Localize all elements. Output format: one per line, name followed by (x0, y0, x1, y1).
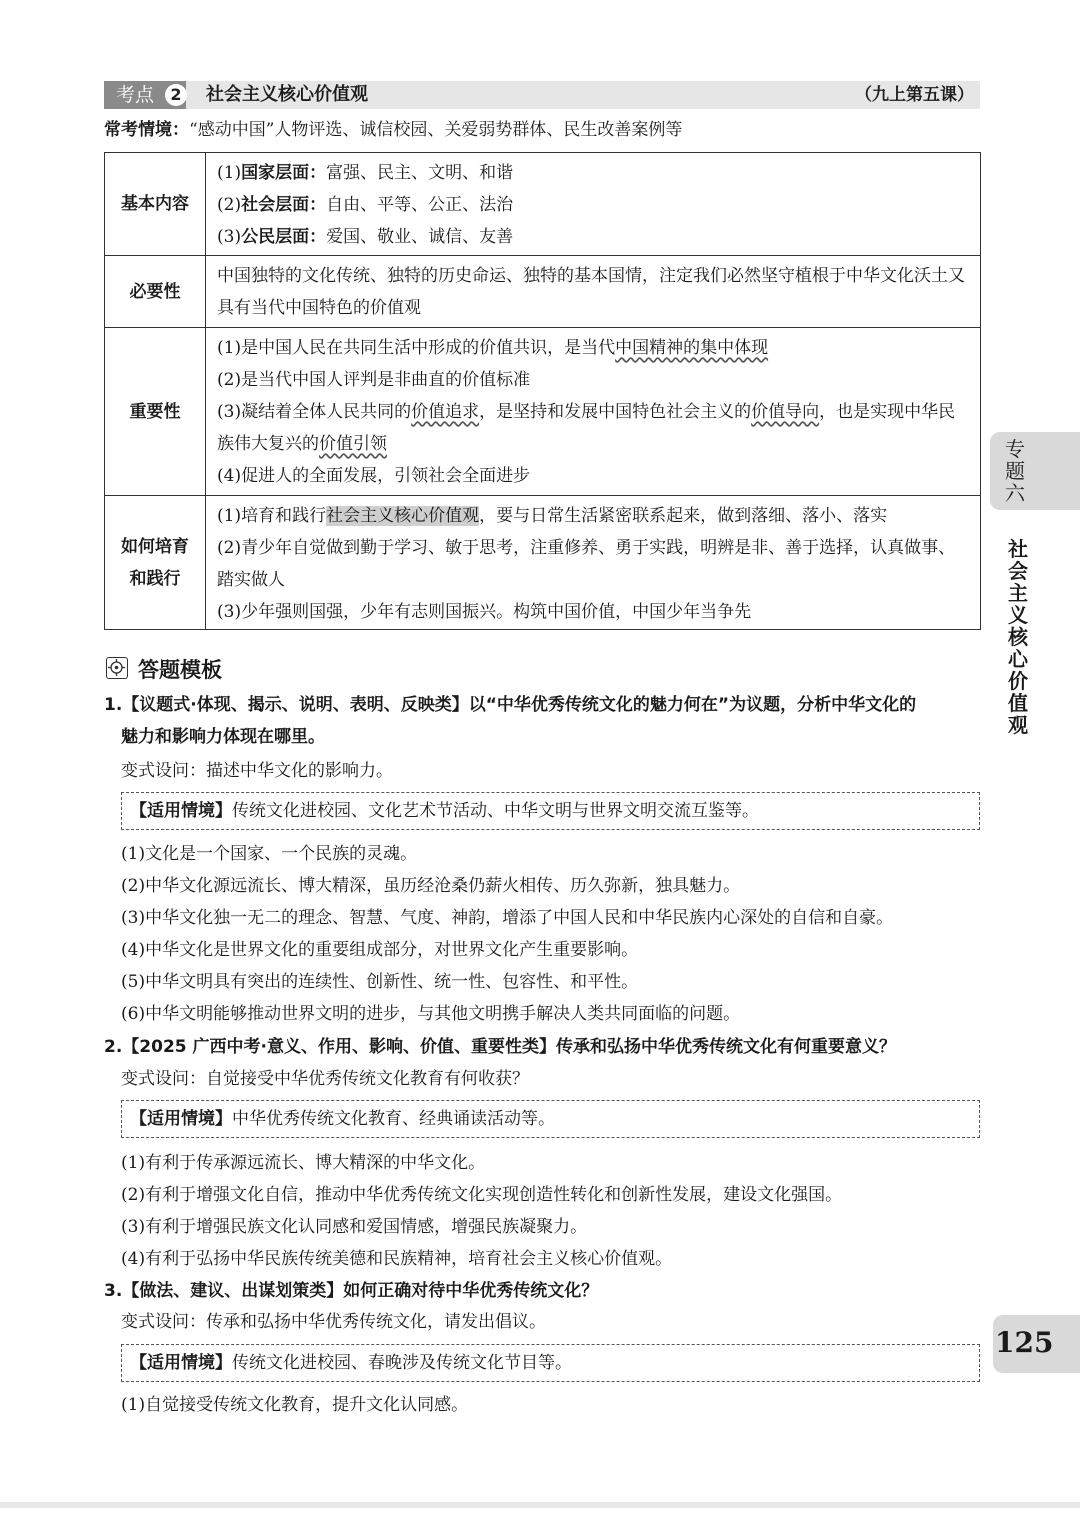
lesson-reference: （九上第五课） (855, 85, 974, 105)
item-label: 国家层面： (241, 163, 327, 183)
question-3-scenario-box (121, 1344, 980, 1382)
item-text: (1)培育和践行 (217, 506, 327, 526)
answer-item: (1)文化是一个国家、一个民族的灵魂。 (121, 844, 418, 864)
item-text: 自由、平等、公正、法治 (326, 195, 514, 215)
page-bottom-edge (0, 1502, 1080, 1508)
emphasis-text: 中国精神的集中体现 (615, 338, 769, 358)
question-1-scenario-box (121, 792, 980, 830)
item-number: (1) (217, 163, 242, 183)
topic-title: 社会主义核心价值观 (206, 84, 368, 105)
scenario-label: 【适用情境】 (130, 801, 232, 821)
row-content (217, 500, 972, 628)
answer-item: (5)中华文明具有突出的连续性、创新性、统一性、包容性、和平性。 (121, 972, 639, 992)
item-text: ，要与日常生活紧密联系起来，做到落细、落小、落实 (479, 506, 888, 526)
item-text: (2)青少年自觉做到勤于学习、敏于思考，注重修养、勇于实践，明辨是非、善于选择，认真做事、踏实做人 (217, 538, 956, 590)
item-number: (3) (217, 227, 242, 247)
row-content (217, 157, 972, 253)
row-header: 重要性 (105, 328, 206, 495)
question-1-variant: 变式设问：描述中华文化的影响力。 (121, 761, 393, 781)
answer-item: (1)有利于传承源远流长、博大精深的中华文化。 (121, 1153, 486, 1173)
item-text: (3)少年强则国强，少年有志则国振兴。构筑中国价值，中国少年当争先 (217, 602, 752, 622)
answer-item: (4)中华文化是世界文化的重要组成部分，对世界文化产生重要影响。 (121, 940, 639, 960)
question-3-variant: 变式设问：传承和弘扬中华优秀传统文化，请发出倡议。 (121, 1312, 546, 1332)
question-2-scenario-box (121, 1100, 980, 1138)
item-text: ，是坚持和发展中国特色社会主义的 (479, 402, 752, 422)
emphasis-text: 价值引领 (319, 434, 387, 454)
row-content: 中国独特的文化传统、独特的历史命运、独特的基本国情，注定我们必然坚守植根于中华文化沃土又具有当代中国特色的价值观 (217, 266, 965, 318)
chapter-tab-label: 专题六 (1005, 437, 1025, 505)
table-row (105, 255, 980, 327)
target-icon (106, 657, 128, 679)
question-1-heading-cont: 魅力和影响力体现在哪里。 (121, 727, 325, 747)
chapter-topic-label: 社会主义核心价值观 (1008, 537, 1028, 737)
emphasis-text: 价值追求 (411, 402, 480, 422)
answer-item: (6)中华文明能够推动世界文明的进步，与其他文明携手解决人类共同面临的问题。 (121, 1004, 741, 1024)
answer-item: (2)中华文化源远流长、博大精深，虽历经沧桑仍薪火相传、历久弥新，独具魅力。 (121, 876, 741, 896)
item-label: 公民层面： (241, 227, 327, 247)
page-number: 125 (995, 1326, 1054, 1359)
scenario-text: 中华优秀传统文化教育、经典诵读活动等。 (232, 1109, 555, 1129)
row-header: 基本内容 (105, 153, 206, 255)
item-text: (2)是当代中国人评判是非曲直的价值标准 (217, 370, 531, 390)
table-row (105, 327, 980, 495)
row-header-line: 如何培育 (121, 537, 189, 557)
row-header (105, 496, 206, 630)
scenario-text: 传统文化进校园、文化艺术节活动、中华文明与世界文明交流互鉴等。 (232, 801, 759, 821)
answer-item: (4)有利于弘扬中华民族传统美德和民族精神，培育社会主义核心价值观。 (121, 1249, 673, 1269)
row-header: 必要性 (105, 256, 206, 327)
item-number: (2) (217, 195, 242, 215)
scenario-text: 传统文化进校园、春晚涉及传统文化节目等。 (232, 1353, 572, 1373)
answer-item: (2)有利于增强文化自信，推动中华优秀传统文化实现创造性转化和创新性发展，建设文化强国。 (121, 1185, 843, 1205)
item-text: (4)促进人的全面发展，引领社会全面进步 (217, 466, 531, 486)
row-header-line: 和践行 (129, 569, 181, 589)
common-scenarios (104, 118, 682, 142)
answer-template-title: 答题模板 (138, 658, 222, 682)
question-2-heading: 2.【2025 广西中考·意义、作用、影响、价值、重要性类】传承和弘扬中华优秀传统文化有何重要意义？ (104, 1037, 896, 1057)
answer-item: (1)自觉接受传统文化教育，提升文化认同感。 (121, 1395, 469, 1415)
row-content (217, 332, 972, 492)
table-row (105, 495, 980, 630)
answer-item: (3)有利于增强民族文化认同感和爱国情感，增强民族凝聚力。 (121, 1217, 588, 1237)
topic-label (104, 81, 186, 109)
topic-number-badge: 2 (165, 84, 187, 106)
item-text: (3)凝结着全体人民共同的 (217, 402, 412, 422)
common-scenarios-text: “感动中国”人物评选、诚信校园、关爱弱势群体、民生改善案例等 (189, 120, 683, 140)
question-3-heading: 3.【做法、建议、出谋划策类】如何正确对待中华优秀传统文化？ (104, 1281, 599, 1301)
scenario-label: 【适用情境】 (130, 1109, 232, 1129)
question-1-heading: 1.【议题式·体现、揭示、说明、表明、反映类】以“中华优秀传统文化的魅力何在”为议题，分析中华文化的 (104, 695, 917, 715)
common-scenarios-label: 常考情境： (104, 120, 189, 140)
item-text: 富强、民主、文明、和谐 (326, 163, 514, 183)
item-label: 社会层面： (241, 195, 327, 215)
item-text: ，也是实现中华民族伟大复兴的 (217, 402, 956, 454)
topic-label-text: 考点 (116, 84, 155, 106)
item-text: (1)是中国人民在共同生活中形成的价值共识，是当代 (217, 338, 616, 358)
scenario-label: 【适用情境】 (130, 1353, 232, 1373)
answer-item: (3)中华文化独一无二的理念、智慧、气度、神韵，增添了中国人民和中华民族内心深处的自信和自豪。 (121, 908, 894, 928)
table-row (105, 153, 980, 255)
content-table (104, 152, 981, 630)
emphasis-text: 价值导向 (751, 402, 820, 422)
question-2-variant: 变式设问：自觉接受中华优秀传统文化教育有何收获？ (121, 1069, 529, 1089)
item-text: 爱国、敬业、诚信、友善 (326, 227, 514, 247)
highlighted-text: 社会主义核心价值观 (326, 506, 480, 526)
